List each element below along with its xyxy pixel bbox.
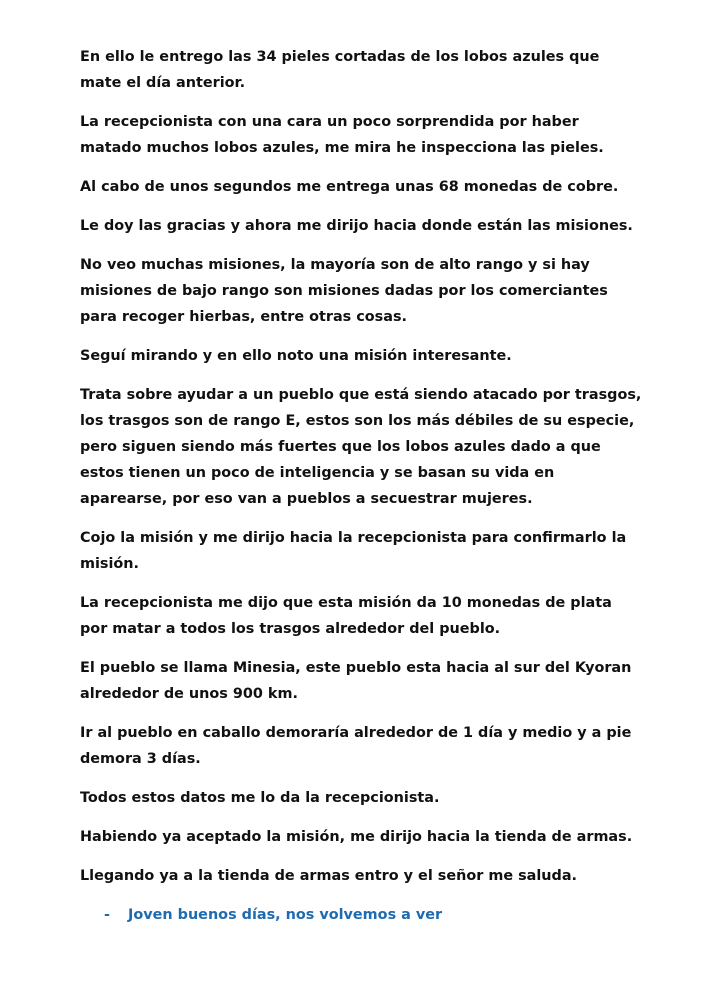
paragraph: Al cabo de unos segundos me entrega unas 68 monedas de cobre. xyxy=(80,179,619,195)
paragraph: Cojo la misión y me dirijo hacia la recepcionista para confirmarlo la misión. xyxy=(80,530,627,572)
paragraph: Habiendo ya aceptado la misión, me dirijo hacia la tienda de armas. xyxy=(80,829,633,845)
paragraph: Ir al pueblo en caballo demoraría alrededor de 1 día y medio y a pie demora 3 días. xyxy=(80,725,632,767)
document-body xyxy=(80,44,642,928)
paragraph: Todos estos datos me lo da la recepcionista. xyxy=(80,790,440,806)
paragraph: Le doy las gracias y ahora me dirijo hacia donde están las misiones. xyxy=(80,218,633,234)
paragraph: La recepcionista me dijo que esta misión da 10 monedas de plata por matar a todos los trasgos alrededor del pueblo. xyxy=(80,595,612,637)
paragraph: Trata sobre ayudar a un pueblo que está siendo atacado por trasgos, los trasgos son de rango E, estos son los más débiles de su especie, pero siguen siendo más fuertes que los lobos azules dado a que estos tienen un poco de inteligencia y se basan su vida en aparearse, por eso van a pueblos a secuestrar mujeres. xyxy=(80,387,642,507)
dialogue-dash: - xyxy=(104,907,110,923)
paragraph: La recepcionista con una cara un poco sorprendida por haber matado muchos lobos azules, me mira he inspecciona las pieles. xyxy=(80,114,604,156)
paragraph: Seguí mirando y en ello noto una misión interesante. xyxy=(80,348,512,364)
paragraph: En ello le entrego las 34 pieles cortadas de los lobos azules que mate el día anterior. xyxy=(80,49,600,91)
paragraph: El pueblo se llama Minesia, este pueblo esta hacia al sur del Kyoran alrededor de unos 900 km. xyxy=(80,660,632,702)
dialogue-text: Joven buenos días, nos volvemos a ver xyxy=(128,907,443,923)
paragraph: Llegando ya a la tienda de armas entro y el señor me saluda. xyxy=(80,868,578,884)
paragraph: No veo muchas misiones, la mayoría son de alto rango y si hay misiones de bajo rango son misiones dadas por los comerciantes para recoger hierbas, entre otras cosas. xyxy=(80,257,608,325)
dialogue-line xyxy=(80,902,642,928)
